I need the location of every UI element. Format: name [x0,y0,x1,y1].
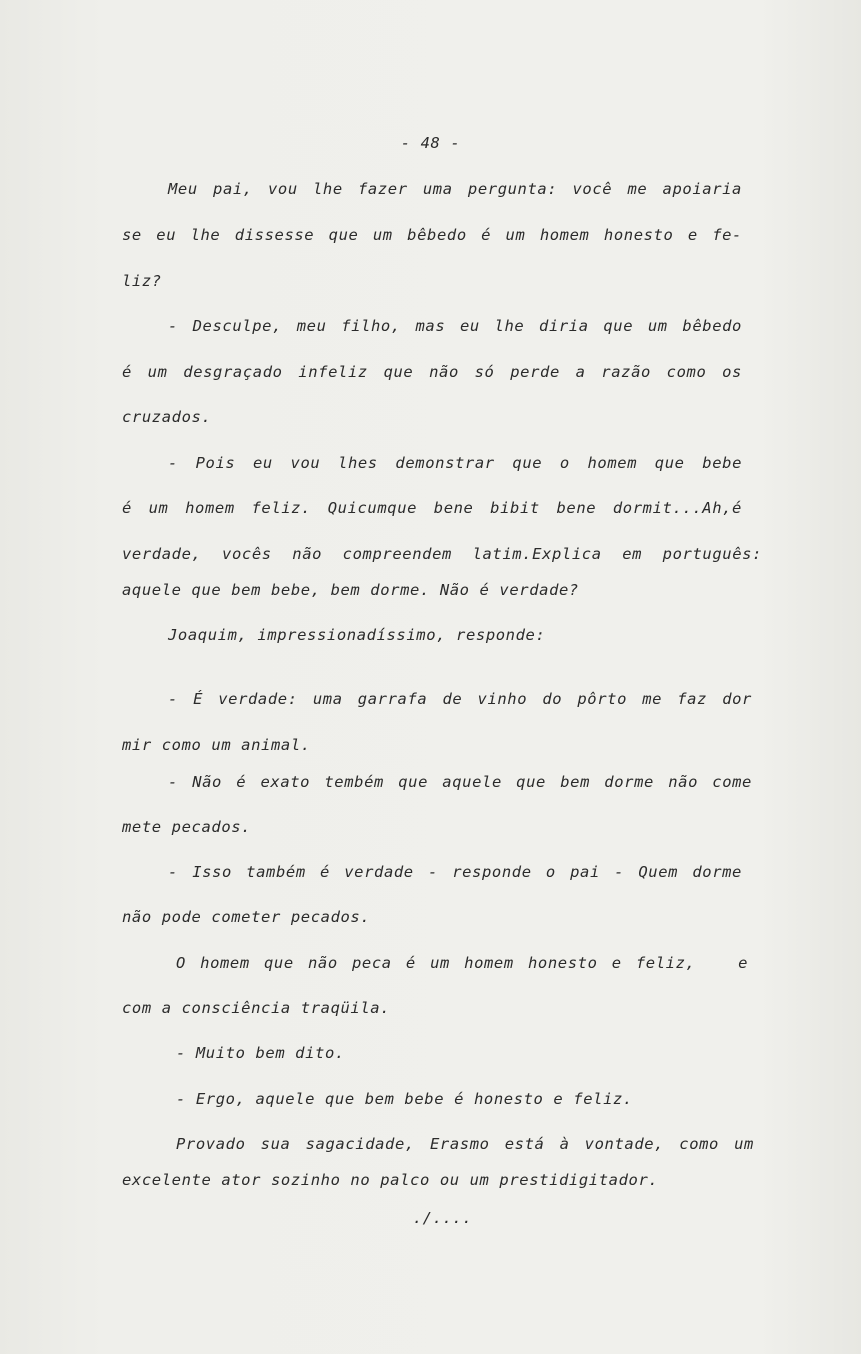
text-line-17: não pode cometer pecados. [122,908,371,926]
text-line-2: se eu lhe dissesse que um bêbedo é um homem honesto e fe- [122,226,742,244]
text-line-6: cruzados. [122,408,212,426]
text-line-22: Provado sua sagacidade, Erasmo está à vontade, como um [176,1135,754,1153]
text-line-3: liz? [122,272,162,290]
text-line-11: Joaquim, impressionadíssimo, responde: [168,626,546,644]
text-line-1: Meu pai, vou lhe fazer uma pergunta: você me apoiaria [168,180,742,198]
page-number: - 48 - [400,134,461,152]
text-line-10: aquele que bem bebe, bem dorme. Não é verdade? [122,581,579,599]
text-line-14: - Não é exato tembém que aquele que bem dorme não come [168,773,752,791]
text-line-18: O homem que não peca é um homem honesto e feliz, e [176,954,748,972]
text-line-20: - Muito bem dito. [176,1044,345,1062]
text-line-5: é um desgraçado infeliz que não só perde a razão como os [122,363,742,381]
text-line-19: com a consciência traqüila. [122,999,391,1017]
text-line-15: mete pecados. [122,818,252,836]
text-line-8: é um homem feliz. Quicumque bene bibit bene dormit...Ah,é [122,499,742,517]
continuation-mark: ./.... [412,1209,473,1227]
text-line-4: - Desculpe, meu filho, mas eu lhe diria que um bêbedo [168,317,742,335]
text-line-13: mir como um animal. [122,736,311,754]
text-line-21: - Ergo, aquele que bem bebe é honesto e feliz. [176,1090,633,1108]
text-line-9: verdade, vocês não compreendem latim.Explica em português: [122,545,762,563]
text-line-16: - Isso também é verdade - responde o pai - Quem dorme [168,863,742,881]
text-line-23: excelente ator sozinho no palco ou um prestidigitador. [122,1171,659,1189]
text-line-12: - É verdade: uma garrafa de vinho do pôrto me faz dor [168,690,752,708]
text-line-7: - Pois eu vou lhes demonstrar que o homem que bebe [168,454,742,472]
